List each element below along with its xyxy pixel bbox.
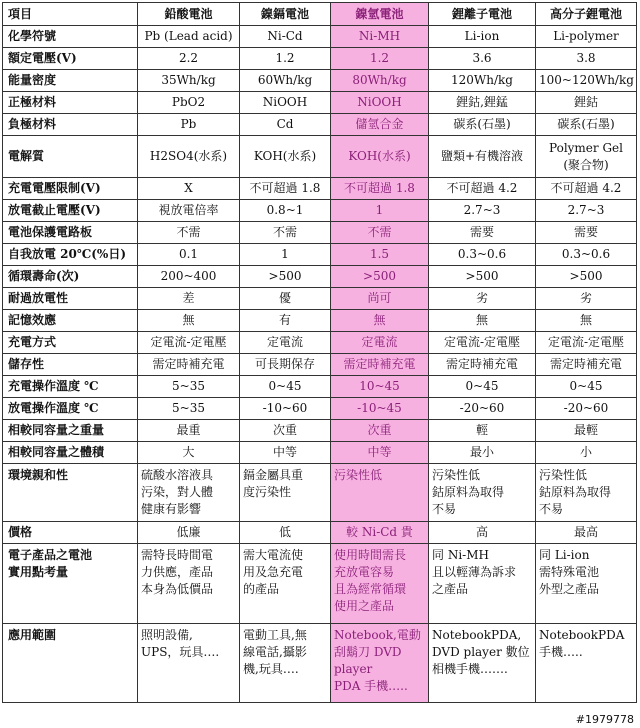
table-cell: 輕 (429, 420, 536, 442)
table-cell: 不可超過 1.8 (240, 178, 331, 200)
table-cell: 2.7~3 (536, 200, 637, 222)
table-row (3, 544, 637, 624)
header-li-polymer: 高分子鋰電池 (536, 3, 637, 26)
table-cell: 無 (429, 310, 536, 332)
row-label: 循環壽命(次) (3, 266, 138, 288)
table-cell: 大 (138, 442, 240, 464)
table-row (3, 26, 637, 48)
table-cell: 次重 (240, 420, 331, 442)
table-row (3, 288, 637, 310)
row-label: 放電截止電壓(V) (3, 200, 138, 222)
table-cell: 需大電流使 用及急充電 的產品 (240, 544, 331, 624)
table-cell: KOH(水系) (331, 136, 429, 178)
table-cell: Li-polymer (536, 26, 637, 48)
table-cell: 可長期保存 (240, 354, 331, 376)
table-row (3, 522, 637, 544)
table-cell: NotebookPDA, DVD player 數位 相機手機……. (429, 624, 536, 703)
row-label: 正極材料 (3, 92, 138, 114)
table-cell: 最小 (429, 442, 536, 464)
table-cell: 最高 (536, 522, 637, 544)
table-row (3, 624, 637, 703)
row-label: 價格 (3, 522, 138, 544)
table-cell: 鋰鈷 (536, 92, 637, 114)
table-cell: 需特長時間電 力供應，產品 本身為低價品 (138, 544, 240, 624)
table-cell: 5~35 (138, 376, 240, 398)
table-cell: Ni-Cd (240, 26, 331, 48)
table-cell: 使用時間需長 充放電容易 且為經常循環 使用之產品 (331, 544, 429, 624)
table-cell: Pb (Lead acid) (138, 26, 240, 48)
table-cell: 電動工具,無 線電話,攝影 機,玩具…. (240, 624, 331, 703)
row-label: 相較同容量之重量 (3, 420, 138, 442)
table-cell: 需定時補充電 (331, 354, 429, 376)
table-row (3, 354, 637, 376)
table-cell: 10~45 (331, 376, 429, 398)
table-cell: 定電流-定電壓 (138, 332, 240, 354)
table-cell: 最重 (138, 420, 240, 442)
row-label: 儲存性 (3, 354, 138, 376)
table-cell: 0.8~1 (240, 200, 331, 222)
table-row (3, 178, 637, 200)
table-row (3, 136, 637, 178)
table-cell: 鎘金屬具重 度污染性 (240, 464, 331, 522)
row-label: 相較同容量之體積 (3, 442, 138, 464)
table-body (3, 3, 637, 703)
header-item: 項目 (3, 3, 138, 26)
table-cell: 尚可 (331, 288, 429, 310)
table-cell: 硫酸水溶液具 污染，對人體 健康有影響 (138, 464, 240, 522)
row-label: 充電方式 (3, 332, 138, 354)
table-cell: 同 Ni-MH 且以輕薄為訴求 之產品 (429, 544, 536, 624)
row-label: 額定電壓(V) (3, 48, 138, 70)
table-cell: 有 (240, 310, 331, 332)
header-lead-acid: 鉛酸電池 (138, 3, 240, 26)
table-cell: 中等 (331, 442, 429, 464)
table-cell: 不可超過 4.2 (429, 178, 536, 200)
table-cell: NiOOH (240, 92, 331, 114)
table-cell: Li-ion (429, 26, 536, 48)
header-ni-cd: 鎳鎘電池 (240, 3, 331, 26)
table-cell: Notebook,電動 刮鬍刀 DVD player PDA 手機….. (331, 624, 429, 703)
table-cell: 照明設備, UPS，玩具…. (138, 624, 240, 703)
table-cell: 200~400 (138, 266, 240, 288)
table-cell: 0~45 (536, 376, 637, 398)
table-cell: NotebookPDA 手機….. (536, 624, 637, 703)
table-cell: 不需 (240, 222, 331, 244)
table-cell: PbO2 (138, 92, 240, 114)
table-cell: 0.1 (138, 244, 240, 266)
table-cell: -10~60 (240, 398, 331, 420)
table-cell: KOH(水系) (240, 136, 331, 178)
table-cell: 3.8 (536, 48, 637, 70)
table-cell: Pb (138, 114, 240, 136)
table-cell: 無 (331, 310, 429, 332)
table-cell: 鹽類+有機溶液 (429, 136, 536, 178)
table-cell: 污染性低 鈷原料為取得 不易 (536, 464, 637, 522)
table-cell: 1 (331, 200, 429, 222)
table-cell: 0~45 (429, 376, 536, 398)
table-cell: 定電流-定電壓 (536, 332, 637, 354)
table-cell: 1.5 (331, 244, 429, 266)
table-row (3, 464, 637, 522)
table-cell: 定電流 (331, 332, 429, 354)
table-cell: 劣 (536, 288, 637, 310)
table-cell: 小 (536, 442, 637, 464)
table-cell: 低 (240, 522, 331, 544)
table-cell: >500 (240, 266, 331, 288)
table-cell: 80Wh/kg (331, 70, 429, 92)
table-cell: 120Wh/kg (429, 70, 536, 92)
table-row (3, 376, 637, 398)
table-cell: 0.3~0.6 (429, 244, 536, 266)
table-cell: 需要 (536, 222, 637, 244)
row-label: 自我放電 20℃(%日) (3, 244, 138, 266)
table-cell: 次重 (331, 420, 429, 442)
row-label: 能量密度 (3, 70, 138, 92)
table-row (3, 200, 637, 222)
table-cell: 不需 (331, 222, 429, 244)
table-cell: Polymer Gel (聚合物) (536, 136, 637, 178)
table-cell: 需定時補充電 (536, 354, 637, 376)
table-cell: 需要 (429, 222, 536, 244)
table-cell: 不可超過 1.8 (331, 178, 429, 200)
table-cell: 3.6 (429, 48, 536, 70)
table-cell: 碳系(石墨) (536, 114, 637, 136)
table-cell: 最輕 (536, 420, 637, 442)
table-row (3, 92, 637, 114)
table-cell: NiOOH (331, 92, 429, 114)
table-cell: Cd (240, 114, 331, 136)
table-cell: 視放電倍率 (138, 200, 240, 222)
table-cell: 劣 (429, 288, 536, 310)
header-li-ion: 鋰離子電池 (429, 3, 536, 26)
table-row (3, 114, 637, 136)
table-cell: 無 (138, 310, 240, 332)
table-cell: 不需 (138, 222, 240, 244)
table-cell: 5~35 (138, 398, 240, 420)
row-label: 環境親和性 (3, 464, 138, 522)
table-row (3, 420, 637, 442)
table-cell: 定電流 (240, 332, 331, 354)
table-cell: 0~45 (240, 376, 331, 398)
table-cell: -20~60 (429, 398, 536, 420)
table-cell: X (138, 178, 240, 200)
table-row (3, 222, 637, 244)
table-cell: 優 (240, 288, 331, 310)
table-cell: 中等 (240, 442, 331, 464)
table-row (3, 332, 637, 354)
table-cell: 100~120Wh/kg (536, 70, 637, 92)
table-cell: 需定時補充電 (429, 354, 536, 376)
table-cell: >500 (331, 266, 429, 288)
table-cell: 鋰鈷,鋰錳 (429, 92, 536, 114)
table-cell: 污染性低 (331, 464, 429, 522)
table-row (3, 266, 637, 288)
row-label: 記憶效應 (3, 310, 138, 332)
table-row (3, 442, 637, 464)
table-cell: 較 Ni-Cd 貴 (331, 522, 429, 544)
table-cell: 1.2 (331, 48, 429, 70)
table-row (3, 48, 637, 70)
table-row (3, 244, 637, 266)
row-label: 充電操作溫度 ℃ (3, 376, 138, 398)
table-row (3, 398, 637, 420)
table-row (3, 310, 637, 332)
row-label: 應用範圍 (3, 624, 138, 703)
watermark: #1979778 (575, 713, 634, 726)
table-cell: 60Wh/kg (240, 70, 331, 92)
row-label: 放電操作溫度 ℃ (3, 398, 138, 420)
table-cell: 低廉 (138, 522, 240, 544)
table-cell: 差 (138, 288, 240, 310)
header-row (3, 3, 637, 26)
table-cell: 高 (429, 522, 536, 544)
table-cell: 同 Li-ion 需特殊電池 外型之產品 (536, 544, 637, 624)
table-cell: -10~45 (331, 398, 429, 420)
table-row (3, 70, 637, 92)
table-cell: >500 (536, 266, 637, 288)
table-cell: 需定時補充電 (138, 354, 240, 376)
row-label: 化學符號 (3, 26, 138, 48)
table-cell: 35Wh/kg (138, 70, 240, 92)
table-cell: 碳系(石墨) (429, 114, 536, 136)
table-cell: 2.2 (138, 48, 240, 70)
header-ni-mh: 鎳氫電池 (331, 3, 429, 26)
table-cell: 2.7~3 (429, 200, 536, 222)
table-cell: 1 (240, 244, 331, 266)
row-label: 負極材料 (3, 114, 138, 136)
table-cell: 1.2 (240, 48, 331, 70)
row-label: 電子產品之電池 實用點考量 (3, 544, 138, 624)
table-cell: 儲氫合金 (331, 114, 429, 136)
row-label: 耐過放電性 (3, 288, 138, 310)
row-label: 充電電壓限制(V) (3, 178, 138, 200)
row-label: 電池保護電路板 (3, 222, 138, 244)
table-cell: 不可超過 4.2 (536, 178, 637, 200)
table-cell: 定電流-定電壓 (429, 332, 536, 354)
table-cell: Ni-MH (331, 26, 429, 48)
table-cell: -20~60 (536, 398, 637, 420)
table-cell: 無 (536, 310, 637, 332)
battery-comparison-table (2, 2, 637, 703)
table-cell: 0.3~0.6 (536, 244, 637, 266)
table-cell: 污染性低 鈷原料為取得 不易 (429, 464, 536, 522)
row-label: 電解質 (3, 136, 138, 178)
table-cell: H2SO4(水系) (138, 136, 240, 178)
table-cell: >500 (429, 266, 536, 288)
